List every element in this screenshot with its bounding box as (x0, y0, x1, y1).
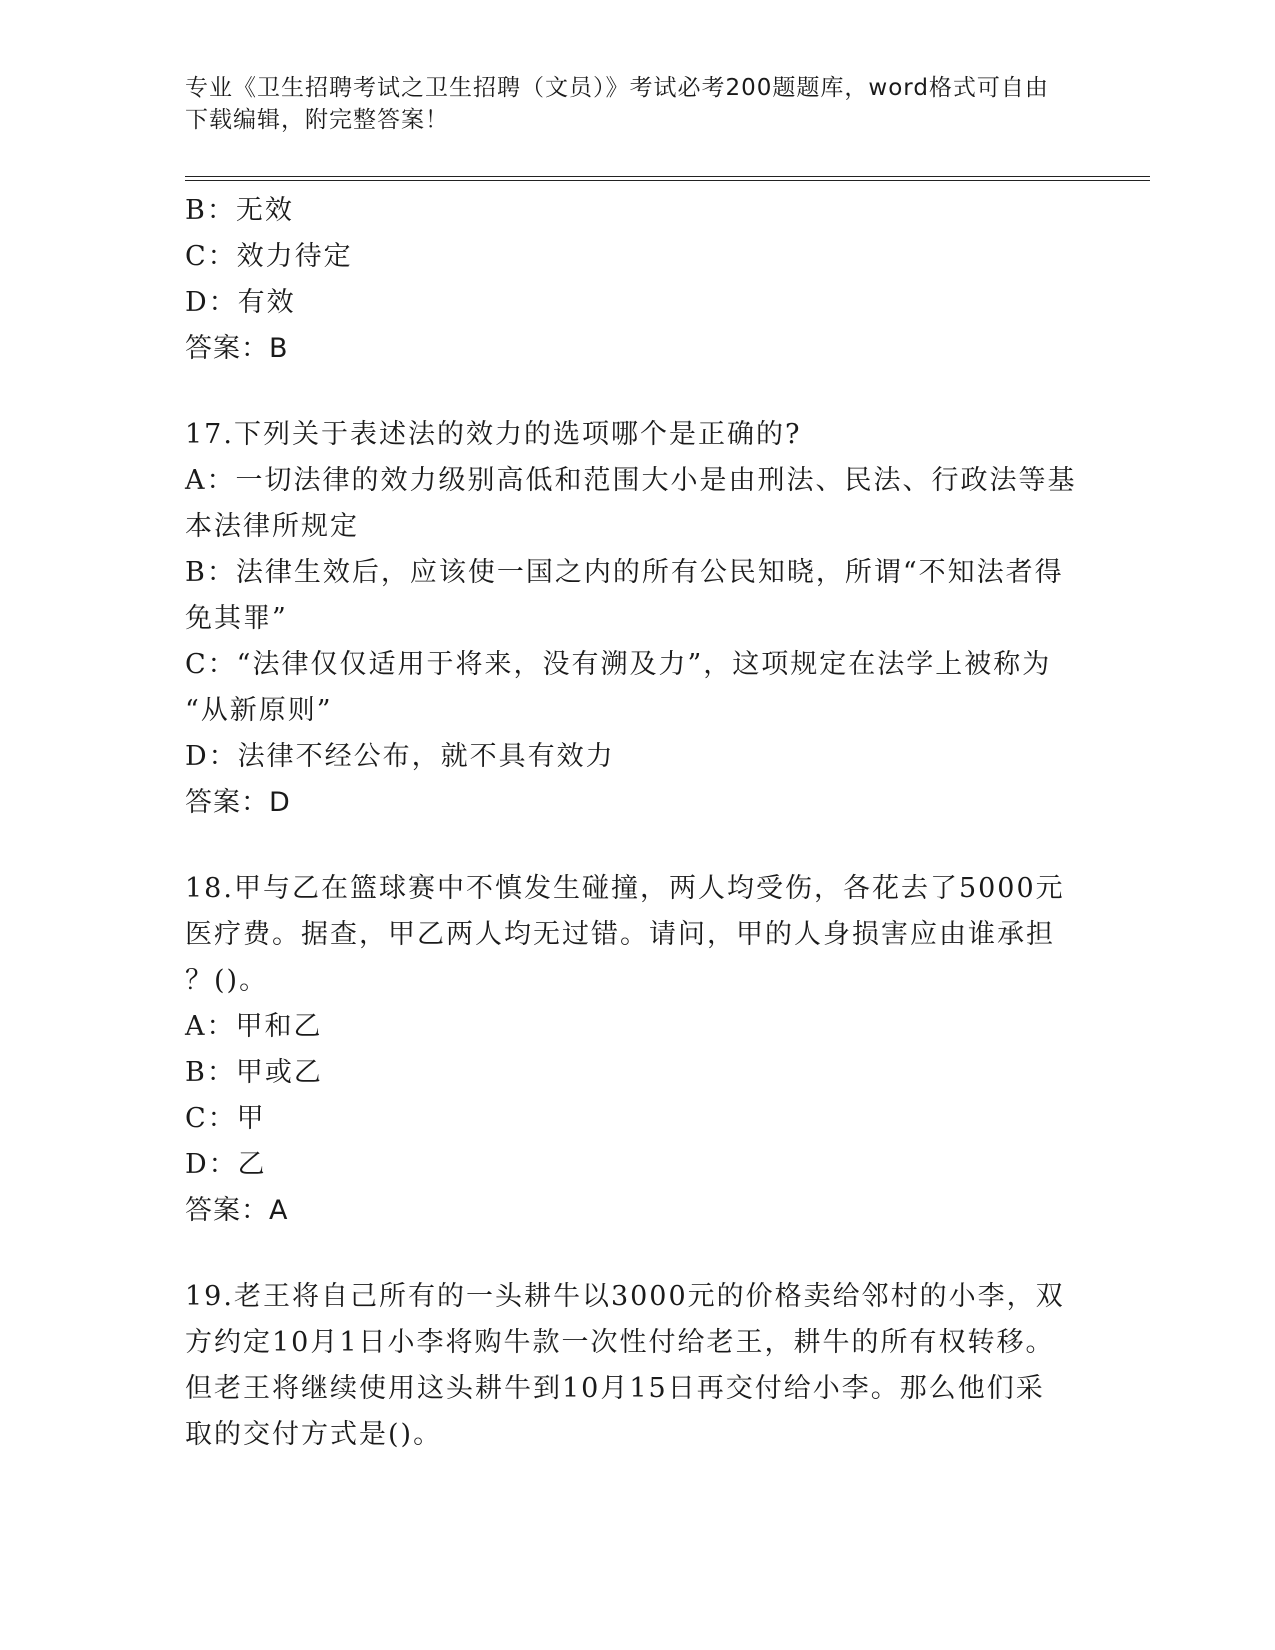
question-text-cont: ？()。 (185, 965, 269, 996)
option-c: C：甲 (185, 1103, 266, 1134)
spacer (185, 372, 1085, 412)
answer-line: 答案：A (185, 1195, 289, 1226)
question-text: 19.老王将自己所有的一头耕牛以3000元的价格卖给邻村的小李，双 (185, 1281, 1065, 1312)
option-a: A：一切法律的效力级别高低和范围大小是由刑法、民法、行政法等基 (185, 465, 1077, 496)
document-header: 专业《卫生招聘考试之卫生招聘（文员）》考试必考200题题库，word格式可自由下载编辑，附完整答案！ (185, 75, 1049, 133)
option-d: D：有效 (185, 287, 296, 318)
spacer (185, 1234, 1085, 1274)
option-c: C：效力待定 (185, 241, 353, 272)
question-18 (185, 866, 1085, 1234)
question-text: 17.下列关于表述法的效力的选项哪个是正确的? (185, 419, 802, 450)
question-17 (185, 412, 1085, 826)
answer-line: 答案：B (185, 333, 289, 364)
question-content (185, 188, 1085, 1458)
question-text-cont: 医疗费。据查，甲乙两人均无过错。请问，甲的人身损害应由谁承担 (185, 919, 1055, 950)
question-19 (185, 1274, 1085, 1458)
option-d: D：法律不经公布，就不具有效力 (185, 741, 615, 772)
option-b-cont: 免其罪” (185, 603, 288, 634)
option-a: A：甲和乙 (185, 1011, 323, 1042)
header-divider (185, 176, 1150, 181)
question-text-cont: 取的交付方式是()。 (185, 1419, 443, 1450)
question-text-cont: 但老王将继续使用这头耕牛到10月15日再交付给小李。那么他们采 (185, 1373, 1045, 1404)
option-d: D：乙 (185, 1149, 267, 1180)
answer-line: 答案：D (185, 787, 291, 818)
spacer (185, 826, 1085, 866)
option-c-cont: “从新原则” (185, 695, 333, 726)
option-a-cont: 本法律所规定 (185, 511, 359, 542)
question-text-cont: 方约定10月1日小李将购牛款一次性付给老王，耕牛的所有权转移。 (185, 1327, 1055, 1358)
question-16-tail (185, 188, 1085, 372)
option-b: B：无效 (185, 195, 294, 226)
question-text: 18.甲与乙在篮球赛中不慎发生碰撞，两人均受伤，各花去了5000元 (185, 873, 1065, 904)
option-b: B：法律生效后，应该使一国之内的所有公民知晓，所谓“不知法者得 (185, 557, 1064, 588)
option-b: B：甲或乙 (185, 1057, 323, 1088)
option-c: C：“法律仅仅适用于将来，没有溯及力”，这项规定在法学上被称为 (185, 649, 1052, 680)
